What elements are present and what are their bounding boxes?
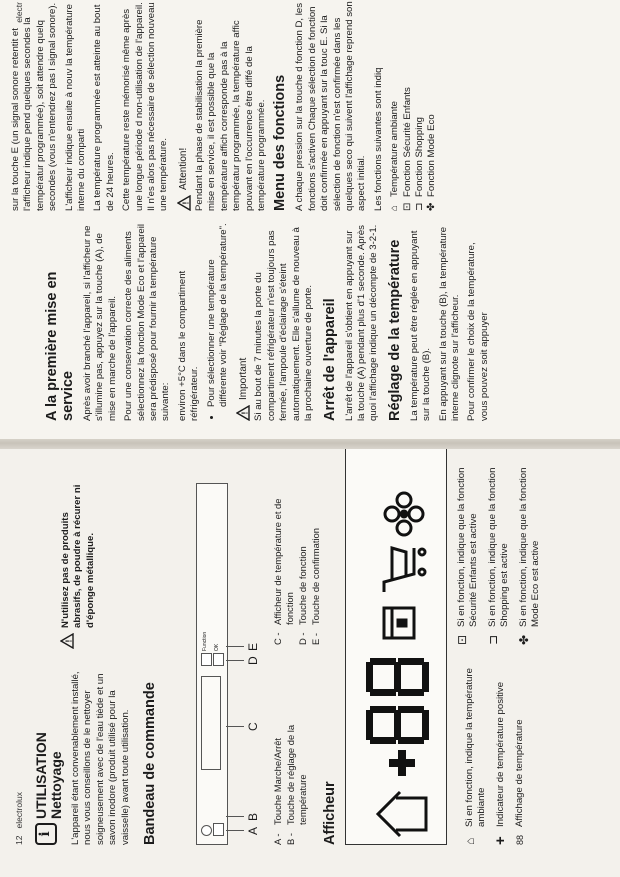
display-legend-item	[464, 660, 488, 845]
letter-e: E	[246, 642, 260, 651]
legend-item	[272, 680, 284, 845]
panel-legend-left	[272, 680, 310, 845]
cleaning-text: L'appareil étant convenablement installé, nous vous conseillons de le nettoyer soigneusement avec de l'eau tiède et un savon inodore (produit utilisé pour la vaisselle) avant toute utilisation.	[70, 671, 131, 845]
settings-column	[10, 0, 439, 211]
temp-setting-p1: La température peut être réglée en appuyant sur la touche (B).	[408, 230, 433, 421]
leader-c	[226, 726, 244, 727]
ok-label: OK	[214, 643, 220, 651]
display-legend-left	[464, 660, 533, 845]
ok-button[interactable]	[213, 653, 224, 666]
svg-text:!: !	[240, 411, 250, 415]
display-legend-text: Si en fonction, indique que la fonction Shopping est active	[487, 467, 510, 627]
legend-text: Touche Marche/Arrêt	[272, 737, 283, 825]
panel-display	[201, 676, 221, 770]
warning-text: N'utilisez pas de produits abrasifs, de poudre à récurer ni d'éponge métallique.	[60, 484, 96, 628]
function-item	[389, 0, 401, 211]
section-title-line2: Nettoyage	[48, 751, 64, 819]
ambient-temperature-icon: ⌂	[463, 837, 477, 845]
function-item	[426, 0, 438, 211]
switch-off-text: L'arrêt de l'appareil s'obtient en appuyant sur la touche (A) pendant plus d'1 seconde. Après quoi l'affichage indique un décompte de 3-2-1.	[343, 224, 380, 421]
menu-text: A chaque pression sur la touche d fonction D, les fonctions s'activen Chaque sélection de fonction doit confirmée en appuyant sur la touc E. Si la sélection de fonction n'est confirmée dans les quelques seco qui suivent l'affichage reprend son aspect initial.	[294, 1, 368, 211]
function-button[interactable]	[201, 653, 212, 666]
display-title: Afficheur	[322, 781, 338, 845]
legend-item	[297, 485, 309, 645]
function-item	[402, 0, 414, 211]
legend-key: E -	[310, 633, 321, 645]
leader-d	[226, 660, 244, 661]
right-p2: L'afficheur indique ensuite à nouv la température interne du comparti	[63, 4, 88, 211]
child-lock-icon: ⊡	[455, 634, 469, 645]
brand-name-right: electr	[14, 2, 24, 23]
letter-c: C	[246, 722, 260, 731]
ambient-temperature-icon: ⌂	[389, 204, 401, 211]
ambient-temperature-icon	[378, 792, 426, 836]
temperature-digits-icon: 88	[515, 834, 525, 845]
leader-b	[226, 816, 244, 817]
display-legend-item	[456, 455, 480, 645]
switch-off-title: Arrêt de l'appareil	[321, 298, 338, 421]
plus-icon: +	[492, 836, 509, 845]
display-legend-text: Si en fonction, indique que la fonction Sécurité Enfants est active	[456, 467, 479, 627]
display-legend-text: Si en fonction, indique la température ambiante	[464, 668, 487, 827]
leader-e	[226, 646, 244, 647]
legend-text: Touche de fonction	[297, 546, 308, 625]
function-text: Fonction Mode Eco	[426, 114, 438, 197]
legend-item	[285, 680, 309, 845]
attention-text: Pendant la phase de stabilisation la première mise en service, il est possible que la température affich corresponde pas à la températur programmée, la température affic pouvant en l'occurrence être diffé de la température programmée.	[193, 19, 267, 211]
legend-text: Touche de confirmation	[310, 528, 321, 625]
function-text: Fonction Shopping	[413, 116, 425, 197]
function-text: Température ambiante	[389, 101, 401, 197]
panel-legend-right	[272, 485, 323, 645]
display-diagram	[345, 445, 447, 845]
control-panel-diagram	[196, 483, 228, 845]
leader-a	[226, 830, 244, 831]
temperature-button[interactable]	[213, 823, 224, 836]
left-page	[0, 447, 620, 877]
temp-setting-title: Réglage de la température	[386, 239, 403, 421]
first-use-p1: Après avoir branché l'appareil, si l'afficheur ne s'illumine pas, appuyez sur la touche (A), de mise en marche de l'appareil.	[82, 225, 118, 421]
display-legend-text: Affichage de température	[514, 719, 525, 827]
svg-text:!: !	[181, 201, 191, 205]
display-legend-item	[492, 660, 509, 845]
control-panel-title: Bandeau de commande	[142, 682, 159, 845]
warning-triangle-icon	[60, 633, 74, 649]
first-use-p3: environ +5°C dans le compartiment réfrigérateur.	[176, 270, 201, 421]
warning-triangle-icon	[177, 195, 191, 211]
right-p4: Cette température reste mémorisé même après une longue période d non-utilisation de l'appareil. Il n'es alors pas nécessaire de sélection nouveau une température.	[121, 2, 170, 211]
shopping-cart-icon: ⊐	[486, 634, 500, 645]
functions-intro: Les fonctions suivantes sont indiq	[372, 67, 384, 211]
legend-text: Afficheur de température et de fonction	[272, 498, 295, 625]
child-lock-icon	[384, 608, 414, 638]
legend-key: D -	[297, 632, 308, 645]
display-legend-text: Indicateur de température positive	[495, 681, 506, 827]
cleaning-column	[34, 655, 164, 845]
section-title-line1: UTILISATION	[33, 732, 49, 819]
legend-text: Touche de réglage de la température	[285, 724, 308, 825]
section-title-text	[34, 732, 64, 819]
eco-icon: ✤	[517, 634, 531, 645]
right-p3: La température programmée est atteinte au bout de 24 heures.	[92, 4, 116, 211]
shopping-cart-icon: ⊐	[413, 202, 425, 211]
letter-b: B	[246, 812, 260, 821]
display-icons	[346, 446, 446, 844]
letter-d: D	[246, 656, 260, 665]
function-label: Function	[202, 631, 208, 651]
first-use-p2: Pour une conservation correcte des aliments sélectionnez la fonction Mode Eco et l'appareil sera prédisposé pour fournir la température suivante:	[123, 223, 172, 421]
section-title	[34, 655, 64, 845]
cleaning-warning	[60, 479, 97, 649]
info-icon: i	[35, 823, 57, 845]
display-legend-text: Si en fonction, indique que la fonction Mode Eco est active	[518, 467, 541, 627]
letter-a: A	[246, 826, 260, 835]
temperature-digits-icon	[366, 658, 429, 744]
display-legend-item	[514, 660, 526, 845]
temp-setting-p2: En appuyant sur la touche (B), la température interne clignote sur l'afficheur.	[437, 226, 461, 421]
function-text: Fonction Sécurité Enfants	[401, 87, 413, 197]
first-use-title: A la première mise en service	[44, 271, 76, 421]
legend-key: C -	[272, 632, 283, 645]
legend-item	[310, 485, 322, 645]
legend-key: A -	[272, 833, 283, 845]
power-button[interactable]	[201, 825, 212, 836]
brand-name: electrolux	[14, 792, 24, 829]
temp-setting-p3: Pour confirmer le choix de la température, vous pouvez soit appuyer	[466, 242, 490, 421]
important-note-head	[236, 221, 250, 421]
page-header	[14, 792, 24, 845]
svg-text:!: !	[64, 639, 74, 643]
page-number: 12	[14, 835, 24, 845]
shopping-cart-icon	[384, 548, 425, 592]
function-item	[414, 0, 426, 211]
important-label: Important	[237, 357, 249, 400]
eco-icon	[385, 493, 423, 535]
attention-note-head	[177, 0, 191, 211]
menu-title: Menu des fonctions	[272, 74, 289, 211]
legend-item	[272, 485, 296, 645]
right-p1: sur la touche E (un signal sonore retentit et l'afficheur indique pend quelques secondes la températur programmée), soit attendre quelq secondes (vous n'entendrez pas l signal sonore).	[10, 2, 59, 211]
warning-triangle-icon	[236, 405, 250, 421]
first-use-bullet: • Pour sélectionner une température différente voir "Réglage de la température".	[206, 221, 231, 407]
display-legend-item	[487, 455, 511, 645]
first-use-bullets	[206, 221, 231, 421]
first-use-column	[44, 221, 495, 421]
important-text: Si au bout de 7 minutes la porte du compartiment réfrigérateur n'est toujours pas fermée, l'ampoule d'éclairage s'éteint automatiquement. Elle s'allume de nouveau à la prochaine ouverture de porte.	[253, 227, 315, 421]
child-lock-icon: ⊡	[401, 202, 413, 211]
plus-icon	[389, 750, 415, 776]
attention-label: Attention!	[178, 147, 190, 190]
display-legend-item	[518, 455, 542, 645]
display-legend-right	[456, 455, 549, 645]
legend-key: B -	[285, 833, 296, 845]
eco-icon: ✤	[426, 202, 438, 211]
